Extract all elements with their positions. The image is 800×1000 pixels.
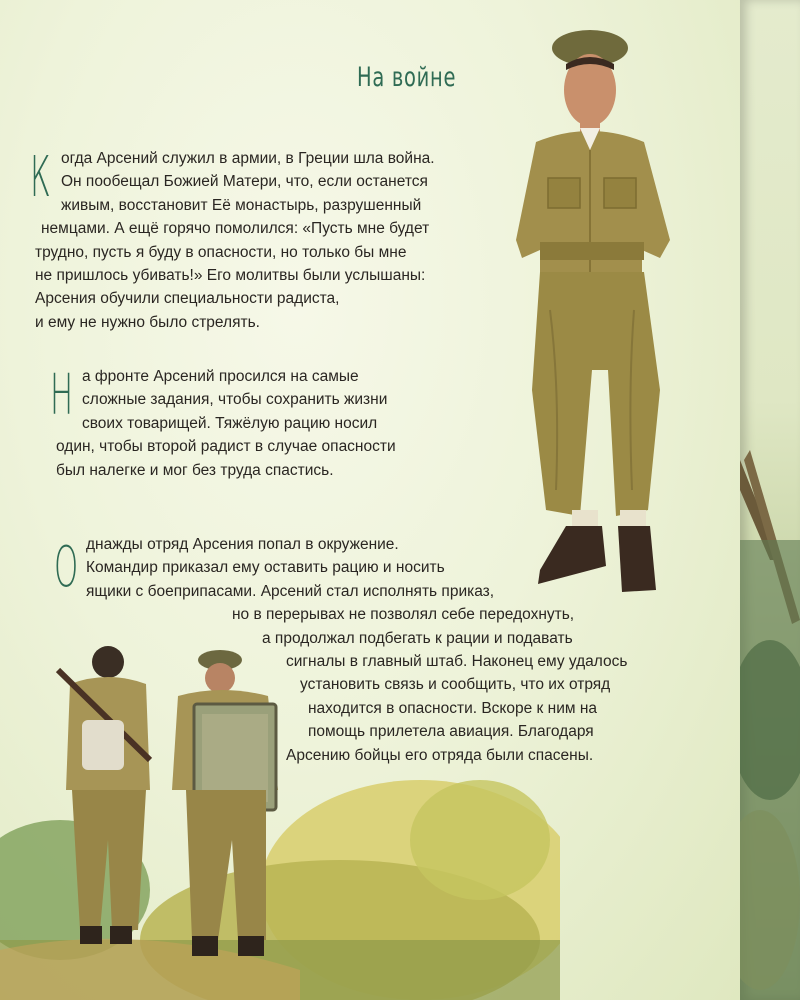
soldier-illustration <box>510 10 690 610</box>
book-page-right <box>740 0 800 1000</box>
paragraph-line: помощь прилетела авиация. Благодаря <box>308 723 594 741</box>
paragraph-line: а продолжал подбегать к рации и подавать <box>262 629 573 647</box>
paragraph-line: не пришлось убивать!» Его молитвы были услышаны: <box>35 267 426 285</box>
paragraph-line: немцами. А ещё горячо помолился: «Пусть мне будет <box>41 220 430 238</box>
paragraph-line: и ему не нужно было стрелять. <box>35 313 260 331</box>
soldiers-landscape-illustration <box>0 640 560 1000</box>
paragraph-line: огда Арсений служил в армии, в Греции шла война. <box>61 150 435 167</box>
paragraph-line: своих товарищей. Тяжёлую рацию носил <box>82 414 378 432</box>
paragraph-line: Командир приказал ему оставить рацию и носить <box>86 559 445 577</box>
paragraph-line: установить связь и сообщить, что их отряд <box>300 676 611 694</box>
dropcap-2: Н <box>50 363 74 428</box>
paragraph-line: а фронте Арсений просился на самые <box>82 368 359 385</box>
paragraph-2 <box>56 365 396 482</box>
paragraph-line: но в перерывах не позволял себе передохнуть, <box>232 606 575 624</box>
paragraph-line: один, чтобы второй радист в случае опасности <box>56 438 396 456</box>
paragraph-line: находится в опасности. Вскоре к ним на <box>308 699 597 717</box>
paragraph-line: был налегке и мог без труда спастись. <box>56 461 334 479</box>
paragraph-line: живым, восстановит Её монастырь, разрушенный <box>61 196 422 214</box>
paragraph-line: трудно, пусть я буду в опасности, но только бы мне <box>35 243 407 261</box>
paragraph-line: ящики с боеприпасами. Арсений стал исполнять приказ, <box>86 582 495 600</box>
paragraph-line: сложные задания, чтобы сохранить жизни <box>82 391 388 409</box>
dropcap-3: О <box>54 535 79 600</box>
dropcap-1: К <box>30 145 51 210</box>
paragraph-line: сигналы в главный штаб. Наконец ему удалось <box>286 653 628 671</box>
page-title: На войне <box>357 62 457 93</box>
forest-illustration <box>740 420 800 1000</box>
paragraph-line: Арсению бойцы его отряда были спасены. <box>286 746 594 764</box>
paragraph-line: днажды отряд Арсения попал в окружение. <box>86 536 399 553</box>
paragraph-line: Он пообещал Божией Матери, что, если останется <box>61 173 428 191</box>
paragraph-1 <box>35 147 435 334</box>
paragraph-line: Арсения обучили специальности радиста, <box>35 290 340 308</box>
